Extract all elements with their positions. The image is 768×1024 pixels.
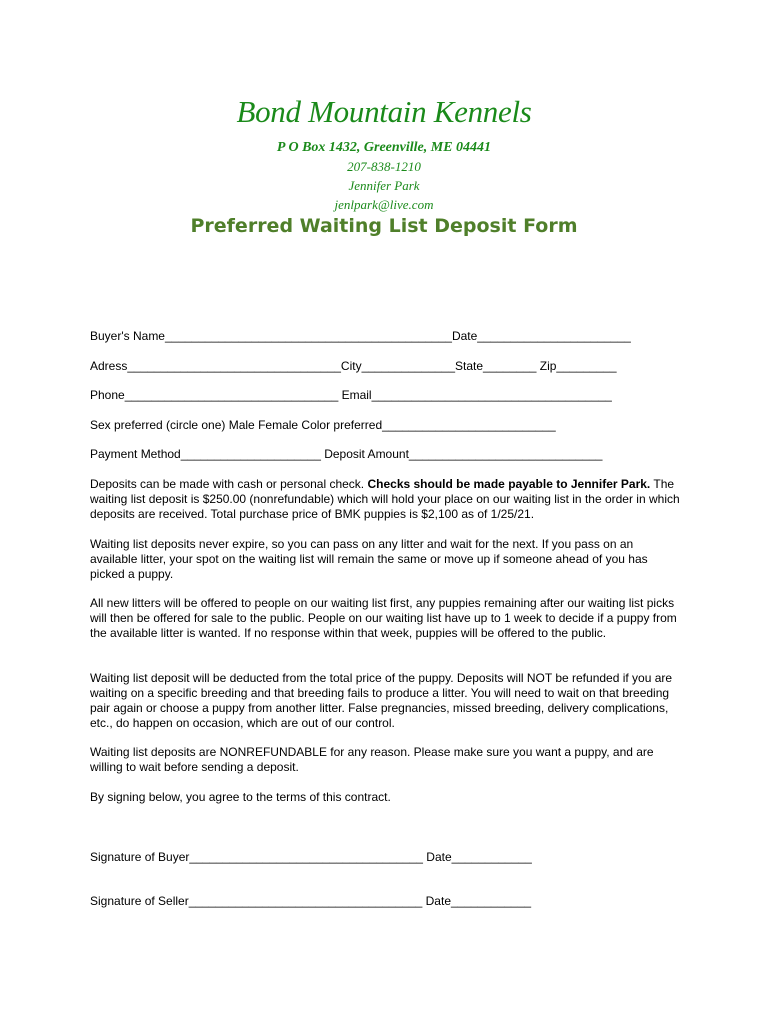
nonrefundable-paragraph: Waiting list deposits are NONREFUNDABLE for any reason. Please make sure you want a puppy, and are willing to wait before sending a deposit. (90, 745, 654, 774)
payment-row: Payment Method_____________________ Deposit Amount_____________________________ (90, 447, 603, 461)
expiry-paragraph: Waiting list deposits never expire, so you can pass on any litter and wait for the next. If you pass on an available litter, your spot on the waiting list will remain the same or move up if someone ahead of you has picked a puppy. (90, 537, 648, 581)
buyer-signature-row: Signature of Buyer___________________________________ Date____________ (90, 850, 532, 864)
kennel-name: Bond Mountain Kennels (236, 94, 532, 129)
deposit-paragraph (90, 477, 680, 522)
payable-to-text: Checks should be made payable to Jennifer Park. (367, 477, 651, 491)
deposit-text-b: The waiting list deposit is $250.00 (nonrefundable) which will hold your place on our waiting list in the order in which deposits are received. Total purchase price of BMK puppies is $2,100 as of 1/25/21. (90, 477, 680, 521)
kennel-contact: Jennifer Park (348, 178, 420, 193)
seller-signature-row: Signature of Seller___________________________________ Date____________ (90, 894, 532, 908)
kennel-address: P O Box 1432, Greenville, ME 04441 (276, 140, 492, 155)
kennel-phone: 207-838-1210 (347, 159, 421, 174)
kennel-email: jenlpark@live.com (334, 197, 434, 212)
deposit-text-a: Deposits can be made with cash or personal check. (90, 477, 368, 491)
deduction-paragraph: Waiting list deposit will be deducted from the total price of the puppy. Deposits will NOT be refunded if you are waiting on a specific breeding and that breeding fails to produce a litter. You will need to wait on that breeding pair again or choose a puppy from another litter. False pregnancies, missed breeding, delivery complications, etc., do happen on occasion, which are out of our control. (90, 671, 673, 730)
phone-email-row: Phone________________________________ Email____________________________________ (90, 388, 612, 402)
address-row: Adress________________________________City______________State________ Zip_________ (90, 359, 617, 373)
litters-paragraph: All new litters will be offered to people on our waiting list first, any puppies remaining after our waiting list picks will then be offered for sale to the public. People on our waiting list have up to 1 week to decide if a puppy from the available litter is wanted. If no response within that week, puppies will be offered to the public. (90, 596, 677, 640)
agreement-paragraph: By signing below, you agree to the terms of this contract. (90, 790, 391, 804)
sex-color-row: Sex preferred (circle one) Male Female Color preferred__________________________ (90, 418, 556, 432)
form-title: Preferred Waiting List Deposit Form (190, 215, 578, 237)
buyer-name-date-row: Buyer's Name___________________________________________Date_______________________ (90, 329, 631, 343)
